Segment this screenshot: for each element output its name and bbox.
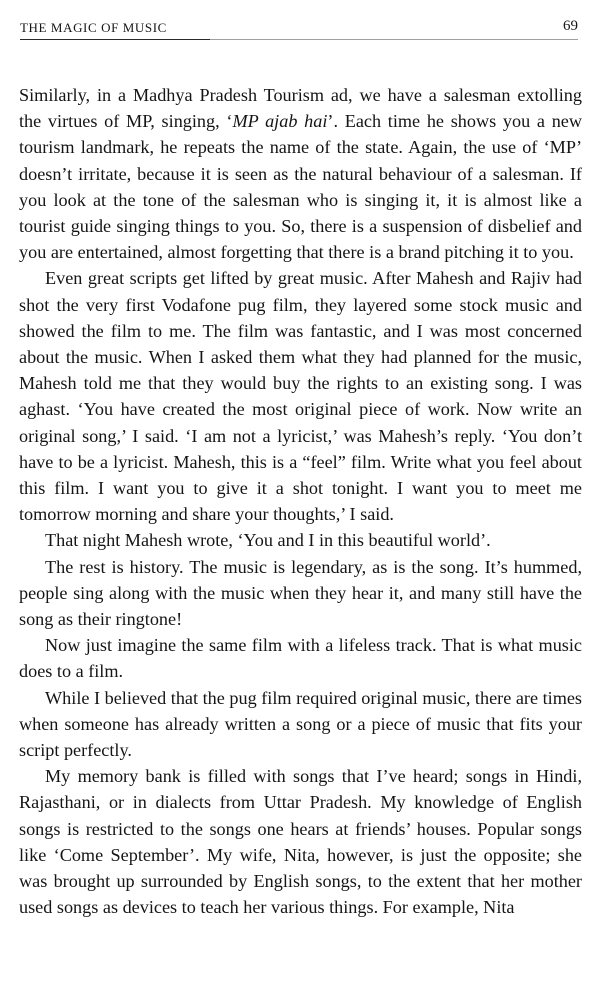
running-header — [20, 18, 578, 44]
paragraph-1-after: ’. Each time he shows you a new tourism landmark, he repeats the name of the state. Again, the use of ‘MP’ doesn’t irritate, because it is seen as the natural behaviour of a salesman. If you look at the tone of the salesman who is singing it, it is almost like a tourist guide singing things to you. So, there is a suspension of disbelief and you are entertained, almost forgetting that there is a brand pitching it to you. — [19, 111, 582, 263]
page-number: 69 — [563, 18, 578, 34]
paragraph-1-before: Similarly, in a Madhya Pradesh Tourism ad, we have a salesman extolling the virtues of MP, singing, ‘ — [19, 85, 582, 132]
paragraph-4: The rest is history. The music is legendary, as is the song. It’s hummed, people sing along with the music when they hear it, and many still have the song as their ringtone! — [19, 556, 582, 630]
paragraph-3: That night Mahesh wrote, ‘You and I in this beautiful world’. — [45, 530, 491, 551]
header-rule-fade — [210, 38, 578, 41]
paragraph-2: Even great scripts get lifted by great music. After Mahesh and Rajiv had shot the very first Vodafone pug film, they layered some stock music and showed the film to me. The film was fantastic, and I was most concerned about the music. When I asked them what they had planned for the music, Mahesh told me that they would buy the rights to an existing song. I was aghast. ‘You have created the most original piece of work. Now write an original song,’ I said. ‘I am not a lyricist,’ was Mahesh’s reply. ‘You don’t have to be a lyricist. Mahesh, this is a “feel” film. Write what you feel about this film. I want you to give it a shot tonight. I want you to meet me tomorrow morning and share your thoughts,’ I said. — [19, 268, 582, 525]
paragraph-1-emphasis: MP ajab hai — [232, 111, 328, 132]
running-title: THE MAGIC OF MUSIC — [20, 20, 167, 35]
paragraph-7: My memory bank is filled with songs that I’ve heard; songs in Hindi, Rajasthani, or in dialects from Uttar Pradesh. My knowledge of English songs is restricted to the songs one hears at friends’ houses. Popular songs like ‘Come September’. My wife, Nita, however, is just the opposite; she was brought up surrounded by English songs, to the extent that her mother used songs as devices to teach her various things. For example, Nita — [19, 766, 582, 918]
paragraph-5: Now just imagine the same film with a lifeless track. That is what music does to a film. — [19, 635, 582, 682]
paragraph-1 — [19, 82, 582, 265]
body-text — [19, 82, 582, 921]
paragraph-6: While I believed that the pug film required original music, there are times when someone has already written a song or a piece of music that fits your script perfectly. — [19, 687, 582, 761]
